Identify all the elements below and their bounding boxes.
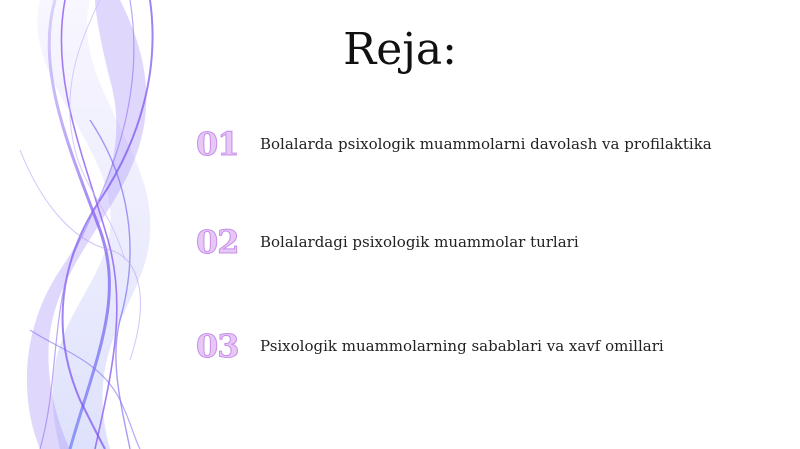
item-number: 01 xyxy=(196,125,239,163)
item-text: Psixologik muammolarning sabablari va xavf omillari xyxy=(260,337,664,355)
agenda-item-1 xyxy=(196,124,712,164)
item-number: 02 xyxy=(196,223,239,261)
agenda-item-2 xyxy=(196,222,579,262)
slide-title: Reja: xyxy=(343,24,457,75)
item-text: Bolalardagi psixologik muammolar turlari xyxy=(260,233,579,251)
item-text: Bolalarda psixologik muammolarni davolash va profilaktika xyxy=(260,135,712,153)
agenda-item-3 xyxy=(196,326,664,366)
item-number: 03 xyxy=(196,327,239,365)
